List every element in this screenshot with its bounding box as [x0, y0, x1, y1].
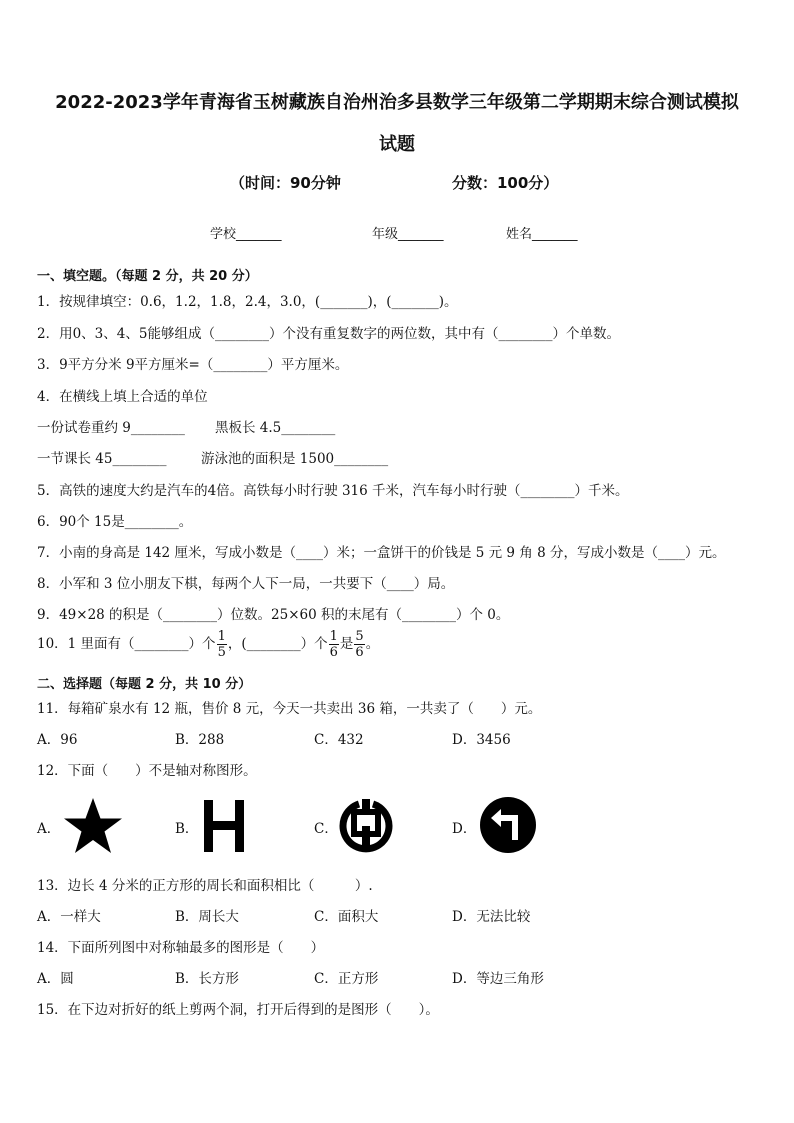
section1-heading: 一、填空题。（每题 2 分，共 20 分） — [37, 269, 258, 284]
fraction-one-sixth — [329, 630, 339, 659]
q14-option-c: C．正方形 — [314, 971, 379, 987]
fraction-one-fifth — [217, 630, 227, 659]
q12-label-c: C． — [314, 821, 338, 837]
q11-option-a: A．96 — [37, 732, 78, 748]
fraction-five-sixths — [354, 630, 364, 659]
q10-text-1: 10．1 里面有（________）个 — [37, 636, 216, 652]
q13-option-a: A．一样大 — [37, 909, 101, 925]
question-7: 7．小南的身高是 142 厘米，写成小数是（____）米；一盒饼干的价钱是 5 元 9 角 8 分，写成小数是（____）元。 — [37, 545, 726, 561]
question-4d: 游泳池的面积是 1500________ — [201, 451, 389, 467]
question-15: 15．在下边对折好的纸上剪两个洞，打开后得到的是图形（ ）。 — [37, 1002, 439, 1018]
question-6: 6．90个 15是________。 — [37, 514, 193, 530]
question-11: 11．每箱矿泉水有 12 瓶，售价 8 元，今天一共卖出 36 箱，一共卖了（ ）元。 — [37, 701, 542, 717]
fraction-denominator: 6 — [329, 645, 338, 660]
question-4c: 一节课长 45________ — [37, 451, 167, 467]
q11-option-c: C．432 — [314, 732, 364, 748]
fraction-numerator: 5 — [355, 629, 364, 644]
question-2: 2．用0、3、4、5能够组成（________）个没有重复数字的两位数，其中有（________）个单数。 — [37, 326, 620, 342]
q10-text-2: ，(________）个 — [227, 636, 328, 652]
question-10 — [37, 630, 379, 659]
exam-title-line2: 试题 — [379, 134, 415, 155]
question-8: 8．小军和 3 位小朋友下棋，每两个人下一局，一共要下（____）局。 — [37, 576, 455, 592]
q13-option-b: B．周长大 — [175, 909, 239, 925]
fraction-denominator: 6 — [355, 645, 364, 660]
q14-option-a: A．圆 — [37, 971, 74, 987]
q10-text-4: 。 — [365, 636, 380, 652]
grade-field: 年级_______ — [372, 227, 444, 242]
section2-heading: 二、选择题（每题 2 分，共 10 分） — [37, 677, 252, 692]
exam-time: （时间：90分钟 — [230, 174, 341, 192]
fraction-numerator: 1 — [217, 629, 226, 644]
q11-option-d: D．3456 — [452, 732, 511, 748]
question-5: 5．高铁的速度大约是汽车的4倍。高铁每小时行驶 316 千米，汽车每小时行驶（________）千米。 — [37, 483, 629, 499]
question-3: 3．9平方分米 9平方厘米=（________）平方厘米。 — [37, 357, 349, 373]
name-field: 姓名_______ — [506, 227, 578, 242]
q14-option-d: D．等边三角形 — [452, 971, 544, 987]
question-13: 13．边长 4 分米的正方形的周长和面积相比（ ）. — [37, 878, 373, 894]
question-14: 14．下面所列图中对称轴最多的图形是（ ） — [37, 940, 325, 956]
question-12: 12．下面（ ）不是轴对称图形。 — [37, 763, 257, 779]
question-1: 1．按规律填空：0.6，1.2，1.8，2.4，3.0，(_______)，(_______)。 — [37, 294, 458, 310]
question-4: 4．在横线上填上合适的单位 — [37, 389, 208, 405]
q13-option-c: C．面积大 — [314, 909, 379, 925]
q12-label-a: A． — [37, 821, 61, 837]
fraction-denominator: 5 — [217, 645, 226, 660]
q14-option-b: B．长方形 — [175, 971, 239, 987]
question-9: 9．49×28 的积是（________）位数。25×60 积的末尾有（________）个 0。 — [37, 607, 510, 623]
q13-option-d: D．无法比较 — [452, 909, 531, 925]
star-icon — [62, 797, 124, 855]
question-4a: 一份试卷重约 9________ — [37, 420, 185, 436]
q10-text-3: 是 — [339, 636, 354, 652]
letter-h-icon — [201, 800, 247, 852]
q12-label-d: D． — [452, 821, 477, 837]
exam-score: 分数：100分） — [452, 174, 559, 192]
bank-logo-icon — [338, 798, 394, 854]
fraction-numerator: 1 — [329, 629, 338, 644]
exam-title-line1: 2022-2023学年青海省玉树藏族自治州治多县数学三年级第二学期期末综合测试模拟 — [55, 92, 739, 113]
q12-label-b: B． — [175, 821, 199, 837]
question-4b: 黑板长 4.5________ — [215, 420, 336, 436]
q11-option-b: B．288 — [175, 732, 225, 748]
school-field: 学校_______ — [210, 227, 282, 242]
turn-left-sign-icon — [479, 796, 537, 854]
